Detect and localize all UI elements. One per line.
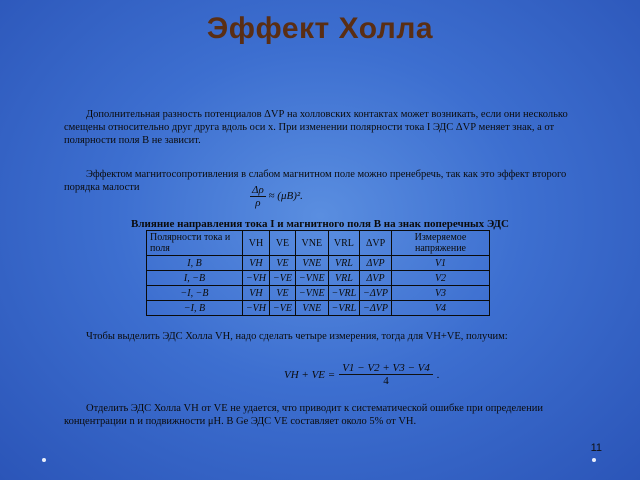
table-header-cell: VЕ — [270, 231, 296, 256]
hall-emf-formula — [284, 362, 440, 387]
table-cell: −ΔVР — [360, 301, 392, 316]
table-cell: I, −B — [147, 271, 243, 286]
table-header-cell: ΔVР — [360, 231, 392, 256]
table-cell: −VЕ — [270, 301, 296, 316]
table-cell: VН — [242, 286, 269, 301]
table-cell: ΔVР — [360, 271, 392, 286]
formula1-denominator: ρ — [255, 197, 261, 209]
paragraph-magnetoresistance: Эффектом магнитосопротивления в слабом магнитном поле можно пренебречь, так как это эффект второго порядка малости — [64, 169, 567, 193]
slide-title: Эффект Холла — [206, 12, 434, 45]
table-cell: VЕ — [270, 286, 296, 301]
table-cell: V3 — [392, 286, 490, 301]
paragraph-systematic-error: Отделить ЭДС Холла VН от VЕ не удается, что приводит к систематической ошибке при определении концентрации n и подвижности μН. В Ge ЭДС VЕ составляет около 5% от VН. — [64, 403, 543, 427]
table-cell: V2 — [392, 271, 490, 286]
table-cell: VЕ — [270, 256, 296, 271]
formula1-numerator: Δρ — [252, 184, 264, 196]
table-cell: −VН — [242, 301, 269, 316]
table-caption: Влияние направления тока I и магнитного поля B на знак поперечных ЭДС — [131, 218, 509, 230]
formula2-lhs: VН + VЕ = — [284, 368, 336, 381]
table-cell: −VRL — [328, 286, 360, 301]
formula2-numerator: V1 − V2 + V3 − V4 — [339, 362, 433, 375]
table-header-cell: Полярности тока и поля — [147, 231, 243, 256]
table-cell: VRL — [328, 271, 360, 286]
table-cell: VNE — [295, 256, 328, 271]
table-row — [147, 286, 490, 301]
table-cell: −VRL — [328, 301, 360, 316]
table-cell: VNE — [295, 301, 328, 316]
table-row — [147, 271, 490, 286]
table-cell: −I, −B — [147, 286, 243, 301]
table-cell: ΔVР — [360, 256, 392, 271]
table-cell: VН — [242, 256, 269, 271]
page-number: 11 — [590, 442, 602, 454]
formula1-fraction — [250, 184, 266, 209]
paragraph-four-measurements: Чтобы выделить ЭДС Холла VН, надо сделать четыре измерения, тогда для VН+VЕ, получим: — [86, 331, 508, 342]
table-cell: −I, B — [147, 301, 243, 316]
table-header-cell: VNE — [295, 231, 328, 256]
formula2-denominator: 4 — [383, 375, 389, 387]
formula1-rhs: ≈ (μB)². — [268, 190, 303, 203]
table-row — [147, 256, 490, 271]
table-header-cell: Измеряемое напряжение — [392, 231, 490, 256]
table-cell: −VNE — [295, 286, 328, 301]
table-cell: −ΔVР — [360, 286, 392, 301]
table-header-cell: VRL — [328, 231, 360, 256]
table-header-cell: VН — [242, 231, 269, 256]
table-cell: VRL — [328, 256, 360, 271]
decorative-dot-left — [42, 458, 46, 462]
table-cell: −VNE — [295, 271, 328, 286]
table-cell: V1 — [392, 256, 490, 271]
formula2-end: . — [436, 368, 440, 381]
table-cell: −VЕ — [270, 271, 296, 286]
table-header-row — [147, 231, 490, 256]
decorative-dot-right — [592, 458, 596, 462]
table-cell: V4 — [392, 301, 490, 316]
magnetoresistance-formula — [250, 184, 303, 209]
paragraph-potential-difference: Дополнительная разность потенциалов ΔVР на холловских контактах может возникать, если они несколько смещены относительно друг друга вдоль оси x. При изменении полярности тока I ЭДС ΔVР меняет знак, а от полярности поля B не зависит. — [64, 109, 568, 146]
table-row — [147, 301, 490, 316]
table-cell: I, B — [147, 256, 243, 271]
emf-sign-table — [146, 230, 490, 316]
table-cell: −VН — [242, 271, 269, 286]
formula2-fraction — [339, 362, 433, 387]
